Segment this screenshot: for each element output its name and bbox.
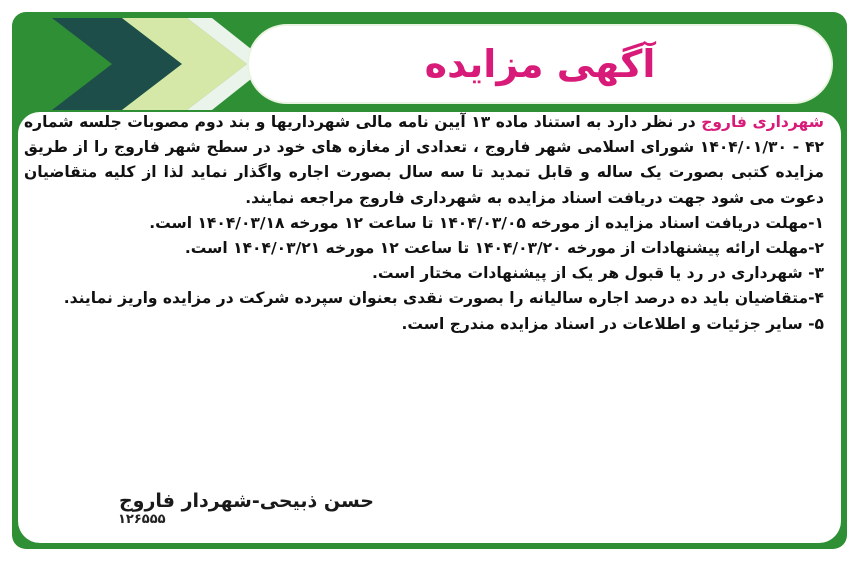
list-item: ۱-مهلت دریافت اسناد مزایده از مورخه ۱۴۰۴/۰۳/۰۵ تا ساعت ۱۲ مورخه ۱۴۰۴/۰۳/۱۸ است. [149,213,824,232]
municipality-name: شهرداری فاروج [701,113,825,131]
chevron-decoration-icon [12,12,272,122]
signature: حسن ذبیحی-شهردار فاروج [118,490,374,512]
list-item: ۲-مهلت ارائه پیشنهادات از مورخه ۱۴۰۴/۰۳/۲۰ تا ساعت ۱۲ مورخه ۱۴۰۴/۰۳/۲۱ است. [184,239,824,258]
ad-code: ۱۲۶۵۵۵ [118,512,166,527]
intro-paragraph [24,110,824,211]
list-item: ۵- سایر جزئیات و اطلاعات در اسناد مزایده مندرج است. [401,314,824,333]
list-item: ۳- شهرداری در رد یا قبول هر یک از پیشنهادات مختار است. [372,264,824,283]
intro-text: در نظر دارد به استناد ماده ۱۳ آیین نامه مالی شهرداریها و بند دوم مصوبات جلسه شماره ۴۲ - ۱۴۰۴/۰۱/۳۰ شورای اسلامی شهر فاروج ، تعدادی از مغازه های خود در سطح شهر فاروج را از طریق مزایده کتبی بصورت یک ساله و قابل تمدید تا سه سال بصورت اجاره واگذار نماید لذا از کلیه متقاضیان دعوت می شود جهت دریافت اسناد مزایده به شهرداری فاروج مراجعه نمایند. [24,113,824,207]
ad-title: آگهی مزایده [424,42,656,86]
list-item: ۴-متقاضیان باید ده درصد اجاره سالیانه را بصورت نقدی بعنوان سپرده شرکت در مزایده واریز نمایند. [63,289,824,308]
ad-body [24,110,824,337]
